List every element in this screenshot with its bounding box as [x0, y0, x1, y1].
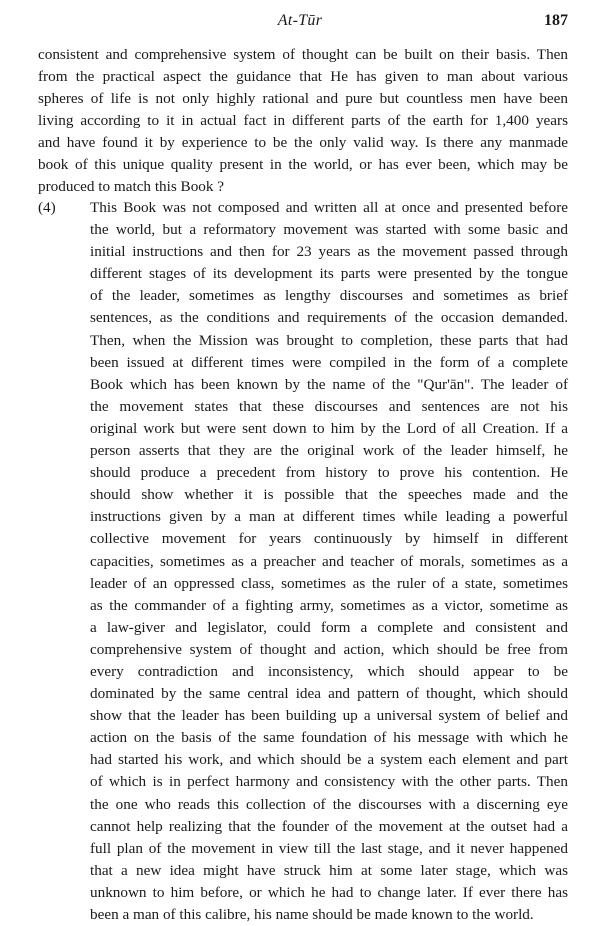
paragraph-number: (4) [38, 199, 56, 216]
page-number: 187 [544, 12, 568, 29]
text-line: full plan of the movement in view till the last stage, and it never happened [90, 839, 568, 857]
text-line: dominated by the same central idea and pattern of thought, which should [90, 685, 568, 703]
text-line: and have found it by experience to be the only valid way. Is there any manmade [38, 134, 568, 151]
text-line: leader of an oppressed class, sometimes as the ruler of a state, sometimes [90, 574, 568, 592]
text-line: collective movement for years continuously by himself in different [90, 530, 568, 548]
text-line: comprehensive system of thought and action, which should be free from [90, 640, 568, 658]
text-line: spheres of life is not only highly rational and pure but countless men have been [38, 90, 568, 107]
text-line: every contradiction and inconsistency, which should appear to be [90, 662, 568, 680]
text-line: the movement states that these discourses and sentences are not his [90, 397, 568, 415]
paragraph-body [90, 197, 568, 926]
text-line: original work but were sent down to him by the Lord of all Creation. If a [90, 419, 568, 437]
text-line: been issued at different times were compiled in the form of a complete [90, 353, 568, 371]
text-line: of the leader, sometimes as lengthy discourses and sometimes as brief [90, 287, 568, 305]
text-line: been a man of this calibre, his name should be made known to the world. [90, 906, 534, 923]
text-line: consistent and comprehensive system of thought can be built on their basis. Then [38, 46, 568, 63]
text-line: that a new idea might have struck him at some later stage, which was [90, 861, 568, 879]
text-line: unknown to him before, or which he had to change later. If ever there has [90, 883, 568, 901]
text-line: a law-giver and legislator, could form a complete and consistent and [90, 618, 568, 636]
running-title: At-Tūr [277, 12, 323, 29]
text-line: instructions given by a man at different times while leading a powerful [90, 508, 568, 526]
text-line: action on the basis of the same foundation of his message with which he [90, 729, 568, 747]
text-line: book of this unique quality present in the world, or has ever been, which may be [38, 156, 568, 173]
text-line: Then, when the Mission was brought to completion, these parts that had [90, 331, 568, 349]
text-line: initial instructions and then for 23 years as the movement passed through [90, 243, 568, 261]
text-line: living according to it in actual fact in different parts of the earth for 1,400 years [38, 112, 568, 129]
text-line: should show whether it is possible that the speeches made and the [90, 486, 568, 504]
page-header [0, 10, 600, 36]
text-line: the world, but a reformatory movement was started with some basic and [90, 221, 568, 239]
text-line: sentences, as the conditions and requirements of the occasion demanded. [90, 309, 568, 327]
text-line: cannot help realizing that the founder of the movement at the outset had a [90, 817, 568, 835]
text-line: as the commander of a fighting army, sometimes as a victor, sometime as [90, 596, 568, 614]
intro-paragraph [38, 44, 568, 198]
text-line: produced to match this Book ? [38, 178, 225, 195]
text-line: This Book was not composed and written all at once and presented before [90, 199, 568, 216]
text-line: person asserts that they are the original work of the leader himself, he [90, 442, 568, 460]
text-line: Book which has been known by the name of the "Qur'ān". The leader of [90, 375, 568, 393]
text-line: had started his work, and which should be a system each element and part [90, 751, 568, 769]
text-line: the one who reads this collection of the discourses with a discerning eye [90, 795, 568, 813]
text-line: of which is in perfect harmony and consistency with the other parts. Then [90, 773, 568, 791]
text-line: different stages of its development its parts were presented by the tongue [90, 265, 568, 283]
text-line: capacities, sometimes as a preacher and teacher of morals, sometimes as a [90, 552, 568, 570]
text-line: should produce a precedent from history to prove his contention. He [90, 464, 568, 482]
text-line: from the practical aspect the guidance that He has given to man about various [38, 68, 568, 85]
text-line: show that the leader has been building up a universal system of belief and [90, 707, 568, 725]
